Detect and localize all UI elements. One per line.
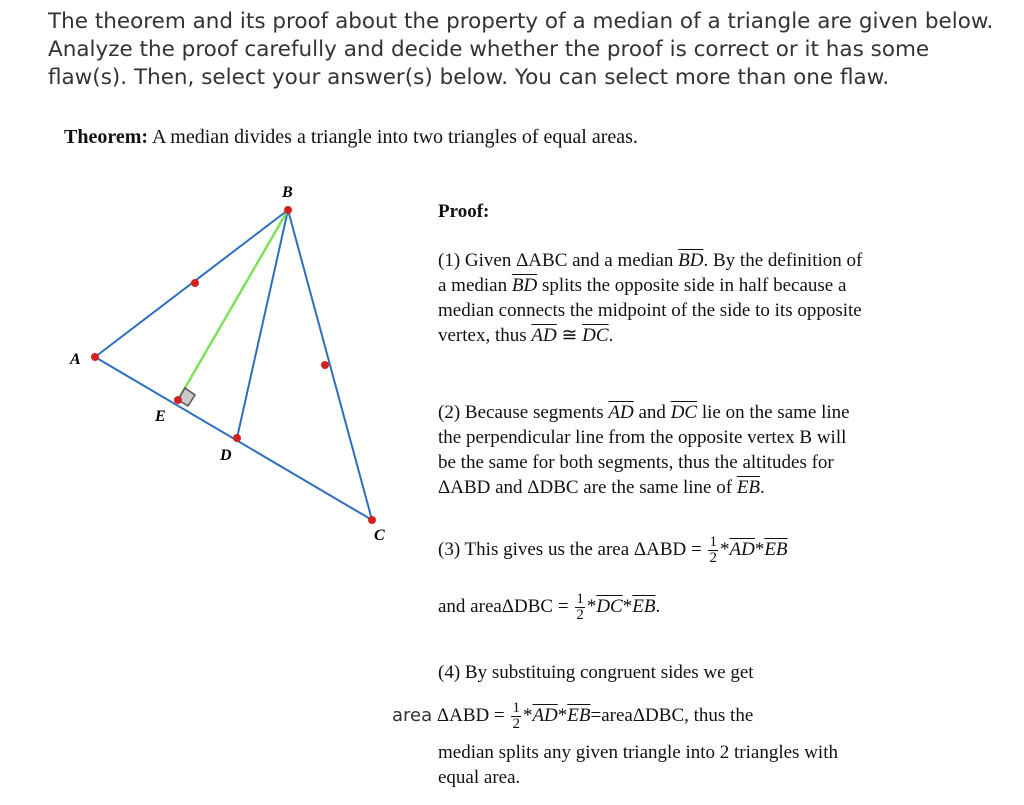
step4-text-b: ΔABD = — [432, 704, 510, 726]
step2-end: . — [760, 477, 765, 498]
proof-step-4c — [438, 740, 868, 790]
step3-text-a: (3) This gives us the area ΔABD = — [438, 538, 707, 560]
proof-title: Proof: — [438, 201, 490, 222]
label-c: C — [374, 527, 385, 544]
point-a — [91, 353, 99, 361]
fraction-denominator: 2 — [709, 550, 717, 566]
segment-ad: $\overline{AD}$ — [608, 402, 634, 423]
step4-lead: area — [392, 704, 433, 726]
proof-step-4b — [392, 701, 753, 732]
step1-text-c: splits the opposite side in half because a median connects the midpoint of the side to its opposite vertex, thus — [438, 275, 862, 346]
step3-text-b: and areaΔDBC = — [438, 595, 574, 617]
step3-end: . — [655, 595, 661, 617]
multiply-symbol: * — [622, 595, 633, 617]
step4-text-c: =areaΔDBC, thus the — [590, 704, 754, 726]
side-bc — [288, 210, 372, 520]
fraction-half — [575, 592, 585, 623]
proof-step-3a — [438, 535, 868, 566]
step1-end: . — [608, 325, 614, 346]
congruent-symbol: ≅ — [556, 325, 583, 346]
step2-and: and — [633, 402, 671, 423]
step4-text-d: median splits any given triangle into 2 triangles with equal area. — [438, 742, 838, 788]
label-b: B — [282, 184, 293, 201]
segment-ad: $\overline{AD}$ — [532, 704, 558, 726]
segment-eb: $\overline{EB}$ — [736, 477, 761, 498]
multiply-symbol: * — [586, 595, 597, 617]
point-d — [233, 434, 241, 442]
proof-step-3b — [438, 592, 868, 623]
step1-text-a: (1) Given ΔABC and a median — [438, 250, 679, 271]
segment-eb: $\overline{EB}$ — [764, 538, 788, 560]
segment-ad: $\overline{AD}$ — [729, 538, 755, 560]
segment-dc: $\overline{DC}$ — [596, 595, 623, 617]
proof-step-1 — [438, 248, 868, 348]
fraction-denominator: 2 — [576, 607, 584, 623]
altitude-be — [178, 210, 288, 400]
proof-step-4a — [438, 660, 868, 685]
multiply-symbol: * — [754, 538, 765, 560]
fraction-denominator: 2 — [512, 716, 520, 732]
multiply-symbol: * — [557, 704, 568, 726]
label-e: E — [155, 408, 166, 425]
label-d: D — [220, 447, 232, 464]
segment-dc: $\overline{DC}$ — [670, 402, 698, 423]
point-c — [368, 516, 376, 524]
proof-step-2 — [438, 400, 868, 500]
step1-text-b: . By the definition of a median — [438, 250, 863, 296]
fraction-numerator: 1 — [709, 534, 717, 550]
fraction-numerator: 1 — [512, 700, 520, 716]
fraction-half — [511, 701, 521, 732]
step2-text-a: (2) Because segments — [438, 402, 609, 423]
multiply-symbol: * — [522, 704, 533, 726]
multiply-symbol: * — [719, 538, 730, 560]
fraction-half — [708, 535, 718, 566]
segment-eb: $\overline{EB}$ — [567, 704, 591, 726]
segment-dc: $\overline{DC}$ — [582, 325, 609, 346]
step4-text-a: (4) By substituing congruent sides we get — [438, 662, 754, 683]
segment-bd: $\overline{BD}$ — [511, 275, 538, 296]
point-bc-mid — [321, 361, 329, 369]
segment-ad: $\overline{AD}$ — [531, 325, 557, 346]
point-e — [174, 396, 182, 404]
segment-bd: $\overline{BD}$ — [678, 250, 704, 271]
question-intro: The theorem and its proof about the property of a median of a triangle are given below. Analyze the proof carefully and decide whether the proof is correct or it has some flaw(s). Then, select your answer(s) below. You can select more than one flaw. — [48, 9, 994, 90]
triangle-figure — [0, 0, 430, 560]
segment-eb: $\overline{EB}$ — [632, 595, 656, 617]
fraction-numerator: 1 — [576, 591, 584, 607]
point-ab-mid — [191, 279, 199, 287]
theorem-text: A median divides a triangle into two triangles of equal areas. — [151, 126, 638, 148]
theorem-label: Theorem: — [64, 126, 149, 148]
point-b — [284, 206, 292, 214]
step2-text-b: lie on the same line the perpendicular line from the opposite vertex B will be the same for both segments, thus the altitudes for ΔABD and ΔDBC are the same line of — [438, 402, 850, 498]
label-a: A — [70, 351, 81, 368]
